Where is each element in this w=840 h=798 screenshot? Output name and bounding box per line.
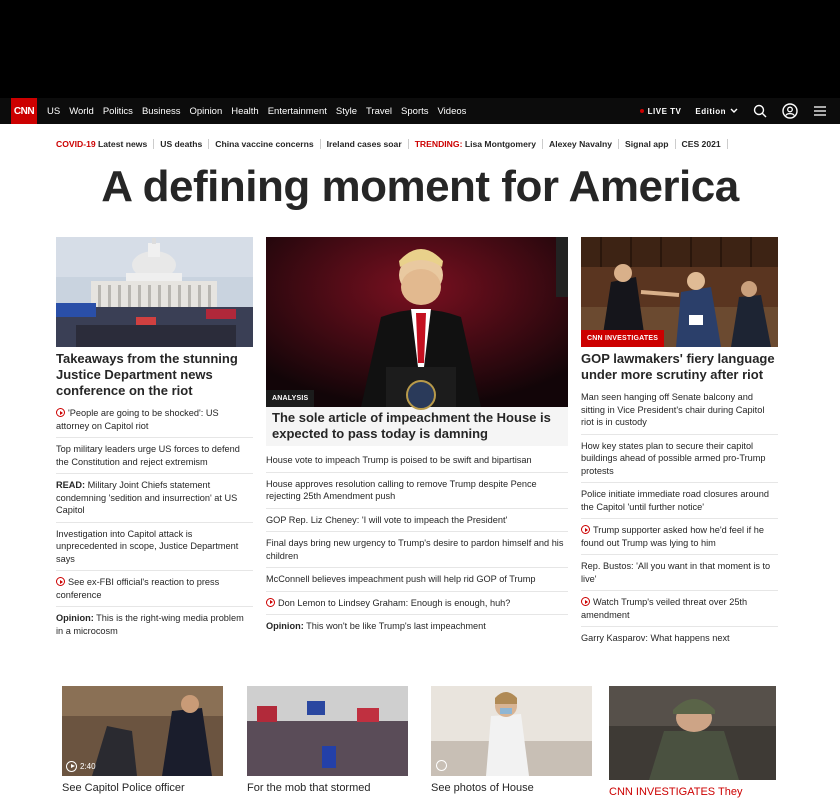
card-caption: See Capitol Police officer [62, 782, 185, 794]
list-item[interactable]: GOP Rep. Liz Cheney: 'I will vote to impeach the President' [266, 509, 568, 533]
list-item[interactable]: Man seen hanging off Senate balcony and sitting in Vice President's chair during Capitol riot is in custody [581, 389, 778, 435]
card-caption: For the mob that stormed [247, 782, 371, 794]
card-thumbnail[interactable] [247, 686, 408, 776]
nav-link-us[interactable]: US [47, 105, 61, 117]
cnn-logo[interactable]: CNN [11, 98, 37, 124]
list-item[interactable]: Trump supporter asked how he'd feel if he found out Trump was lying to him [581, 519, 778, 555]
top-black-band [0, 0, 840, 98]
analysis-tag: ANALYSIS [266, 390, 314, 407]
right-column [581, 237, 778, 650]
list-item[interactable]: House vote to impeach Trump is poised to be swift and bipartisan [266, 452, 568, 473]
list-item[interactable]: 'People are going to be shocked': US attorney on Capitol riot [56, 405, 253, 438]
right-links [581, 389, 778, 650]
list-item[interactable]: Top military leaders urge US forces to defend the Constitution and reject extremism [56, 438, 253, 474]
account-icon[interactable] [782, 103, 798, 119]
ticker-item[interactable]: US deaths [154, 139, 209, 149]
chevron-down-icon [730, 108, 738, 114]
play-icon [266, 598, 275, 607]
story-title[interactable]: Takeaways from the stunning Justice Department news conference on the riot [56, 351, 238, 398]
left-links [56, 405, 253, 642]
list-item[interactable]: See ex-FBI official's reaction to press conference [56, 571, 253, 607]
list-item[interactable]: Rep. Bustos: 'All you want in that moment is to live' [581, 555, 778, 591]
list-item[interactable]: Opinion: This won't be like Trump's last impeachment [266, 621, 486, 631]
card-video-thumbnail[interactable] [62, 686, 223, 776]
camera-icon [436, 760, 447, 771]
list-item[interactable]: Final days bring new urgency to Trump's desire to pardon himself and his children [266, 532, 568, 568]
ticker-item[interactable]: Alexey Navalny [543, 139, 619, 149]
video-badge: 2:40 [66, 761, 96, 772]
edition-label: Edition [695, 106, 726, 116]
center-column [266, 237, 568, 638]
list-item[interactable]: House approves resolution calling to remove Trump despite Pence rejecting 25th Amendment push [266, 473, 568, 509]
nav-link-travel[interactable]: Travel [366, 105, 393, 117]
list-item[interactable]: Police initiate immediate road closures around the Capitol 'until further notice' [581, 483, 778, 519]
play-icon [56, 577, 65, 586]
ticker-item[interactable]: Signal app [619, 139, 675, 149]
ticker-item[interactable]: CES 2021 [676, 139, 728, 149]
house-chamber-photo[interactable] [581, 237, 778, 347]
nav-link-world[interactable]: World [69, 105, 94, 117]
list-item[interactable]: Garry Kasparov: What happens next [581, 633, 730, 643]
story-title[interactable]: GOP lawmakers' fiery language under more scrutiny after riot [581, 351, 775, 382]
nav-links [47, 98, 466, 124]
ticker-covid[interactable]: COVID-19 Latest news [56, 139, 154, 149]
card-caption: See photos of House [431, 782, 534, 794]
play-icon [66, 761, 77, 772]
play-icon [581, 525, 590, 534]
list-item[interactable]: How key states plan to secure their capitol buildings ahead of possible armed pro-Trump protests [581, 435, 778, 484]
trump-photo[interactable] [266, 237, 568, 407]
card-gallery-thumbnail[interactable] [431, 686, 592, 776]
list-item[interactable]: McConnell believes impeachment push will help rid GOP of Trump [266, 568, 568, 592]
capitol-photo[interactable] [56, 237, 253, 347]
card[interactable] [62, 686, 223, 794]
ticker-bar [56, 139, 776, 149]
play-icon [56, 408, 65, 417]
card[interactable] [247, 686, 408, 794]
card-caption: CNN INVESTIGATES They [609, 786, 743, 798]
nav-link-health[interactable]: Health [231, 105, 259, 117]
list-item[interactable]: Don Lemon to Lindsey Graham: Enough is enough, huh? [266, 592, 568, 616]
nav-link-opinion[interactable]: Opinion [189, 105, 223, 117]
nav-right [640, 98, 828, 124]
edition-menu[interactable] [695, 107, 738, 116]
live-tv-label: LIVE TV [647, 106, 682, 116]
nav-link-style[interactable]: Style [335, 105, 357, 117]
list-item[interactable]: Watch Trump's veiled threat over 25th amendment [581, 591, 778, 627]
ticker-item[interactable]: Ireland cases soar [321, 139, 409, 149]
left-column [56, 237, 253, 642]
nav-link-videos[interactable]: Videos [437, 105, 467, 117]
card-thumbnail[interactable] [609, 686, 776, 780]
story-title[interactable]: The sole article of impeachment the House is expected to pass today is damning [266, 407, 568, 446]
play-icon [581, 597, 590, 606]
nav-link-business[interactable]: Business [141, 105, 181, 117]
ticker-item[interactable]: China vaccine concerns [209, 139, 320, 149]
search-icon[interactable] [752, 103, 768, 119]
menu-icon[interactable] [812, 103, 828, 119]
list-item[interactable]: Investigation into Capitol attack is unprecedented in scope, Justice Department says [56, 523, 253, 572]
nav-link-sports[interactable]: Sports [401, 105, 429, 117]
card[interactable] [609, 686, 776, 798]
nav-link-entertainment[interactable]: Entertainment [267, 105, 327, 117]
card[interactable] [431, 686, 592, 794]
page-headline[interactable]: A defining moment for America [101, 162, 739, 211]
ticker-trending[interactable]: TRENDING: Lisa Montgomery [409, 139, 543, 149]
list-item[interactable]: READ: Military Joint Chiefs statement condemning 'sedition and insurrection' at US Capitol [56, 474, 253, 523]
nav-link-politics[interactable]: Politics [102, 105, 133, 117]
live-tv-link[interactable] [640, 107, 682, 116]
cnn-investigates-tag: CNN INVESTIGATES [581, 330, 664, 347]
live-dot-icon [640, 109, 644, 113]
list-item[interactable]: Opinion: This is the right-wing media problem in a microcosm [56, 613, 244, 636]
center-links [266, 452, 568, 638]
